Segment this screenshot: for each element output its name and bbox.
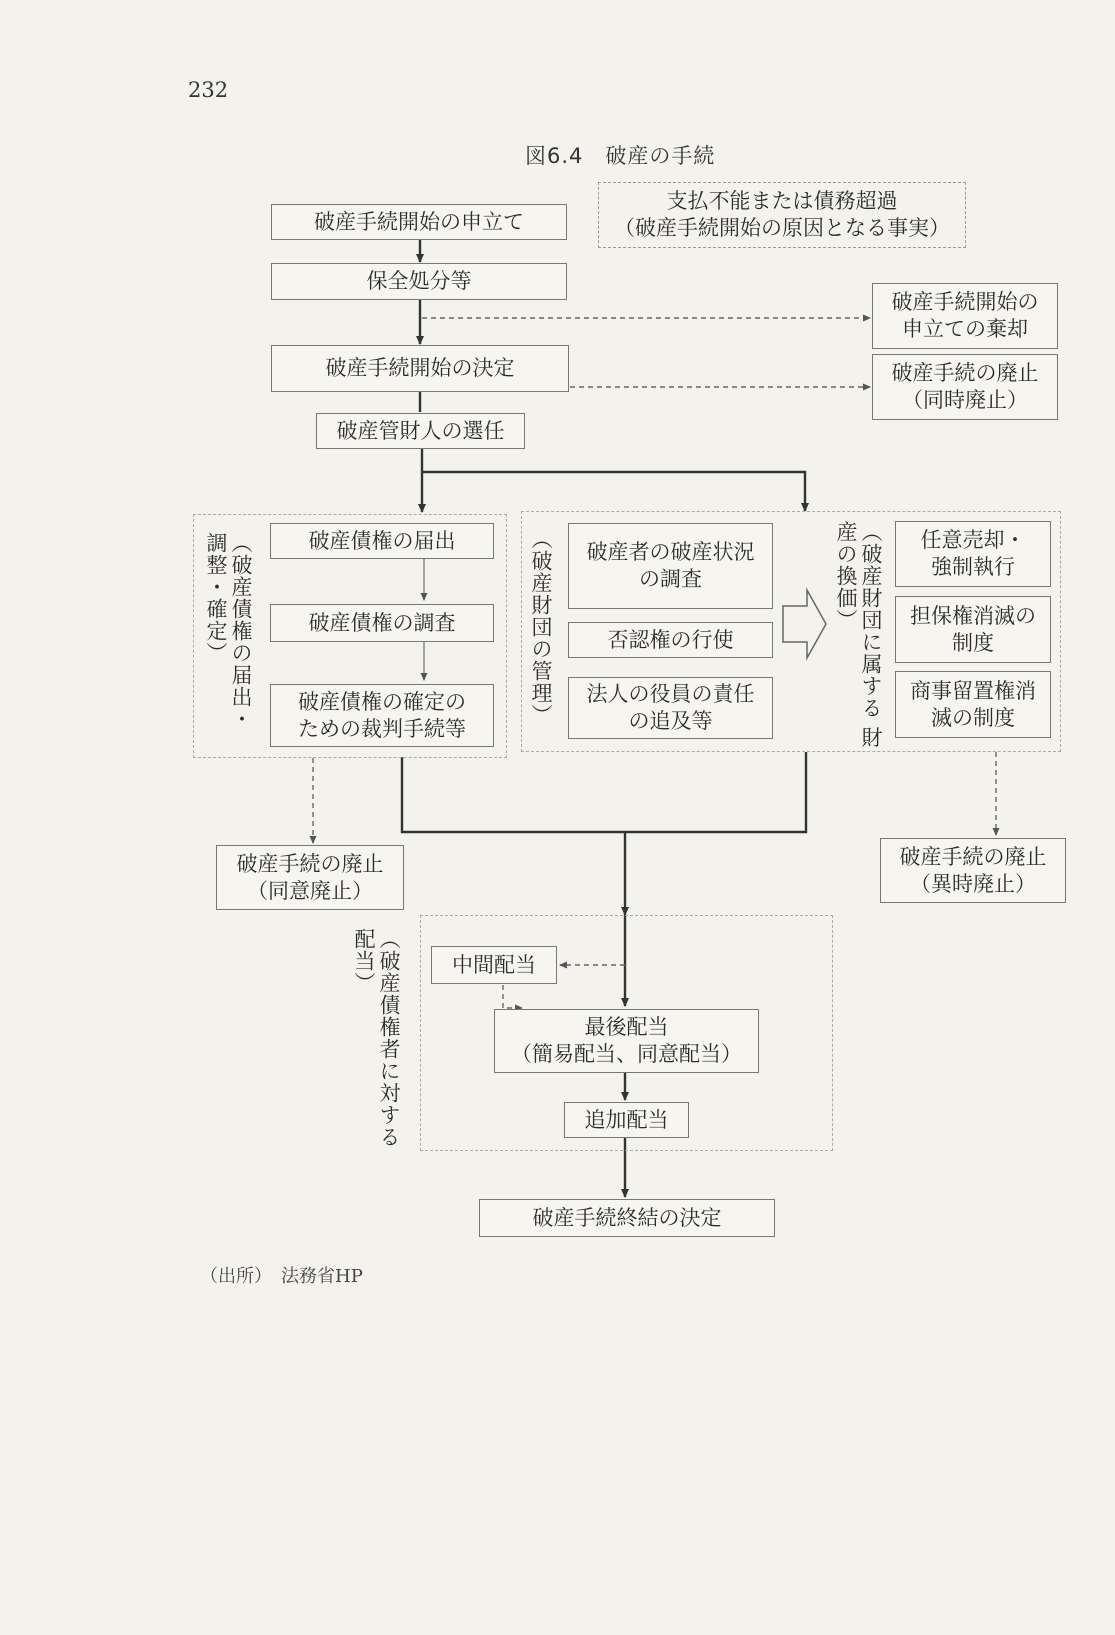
claim-trial-box: 破産債権の確定の ための裁判手続等 (270, 684, 494, 747)
claim-filing-box: 破産債権の届出 (270, 523, 494, 559)
interim-dividend-box: 中間配当 (431, 946, 557, 984)
arrow-trustee-split-right (422, 472, 805, 511)
voluntary-sale-box: 任意売却・ 強制執行 (895, 521, 1051, 587)
consent-abolition-box: 破産手続の廃止 （同意廃止） (216, 845, 404, 910)
label-distribution: （破産債権者に対する 配当） (352, 928, 401, 1148)
additional-dividend-box: 追加配当 (564, 1102, 689, 1138)
label-liquidation: （破産財団に属する 財産の換価） (834, 521, 883, 749)
commercial-lien-box: 商事留置権消 滅の制度 (895, 671, 1051, 738)
commencement-box: 破産手続開始の決定 (271, 345, 569, 392)
different-time-abolition-box: 破産手続の廃止 （異時廃止） (880, 838, 1066, 903)
label-claims: （破産債権の届出・ 調整・確定） (204, 532, 253, 730)
cause-box: 支払不能または債務超過 （破産手続開始の原因となる事実） (598, 182, 966, 248)
claim-investigation-box: 破産債権の調査 (270, 604, 494, 642)
security-extinction-box: 担保権消滅の 制度 (895, 596, 1051, 663)
status-investigation-box: 破産者の破産状況 の調査 (568, 523, 773, 609)
officer-liability-box: 法人の役員の責任 の追及等 (568, 677, 773, 739)
source-note: （出所） 法務省HP (200, 1266, 363, 1287)
figure-title: 図6.4 破産の手続 (525, 144, 716, 168)
dismissal-box: 破産手続開始の 申立ての棄却 (872, 283, 1058, 349)
preservation-box: 保全処分等 (271, 263, 567, 300)
label-estate-management: （破産財団の管理） (529, 528, 553, 726)
simultaneous-abolition-box: 破産手続の廃止 （同時廃止） (872, 354, 1058, 420)
page-number: 232 (188, 78, 229, 102)
closure-box: 破産手続終結の決定 (479, 1199, 775, 1237)
line-claims-to-merge (402, 752, 806, 832)
trustee-box: 破産管財人の選任 (316, 413, 525, 449)
petition-box: 破産手続開始の申立て (271, 204, 567, 240)
avoidance-box: 否認権の行使 (568, 622, 773, 658)
final-dividend-box: 最後配当 （簡易配当、同意配当） (494, 1009, 759, 1073)
